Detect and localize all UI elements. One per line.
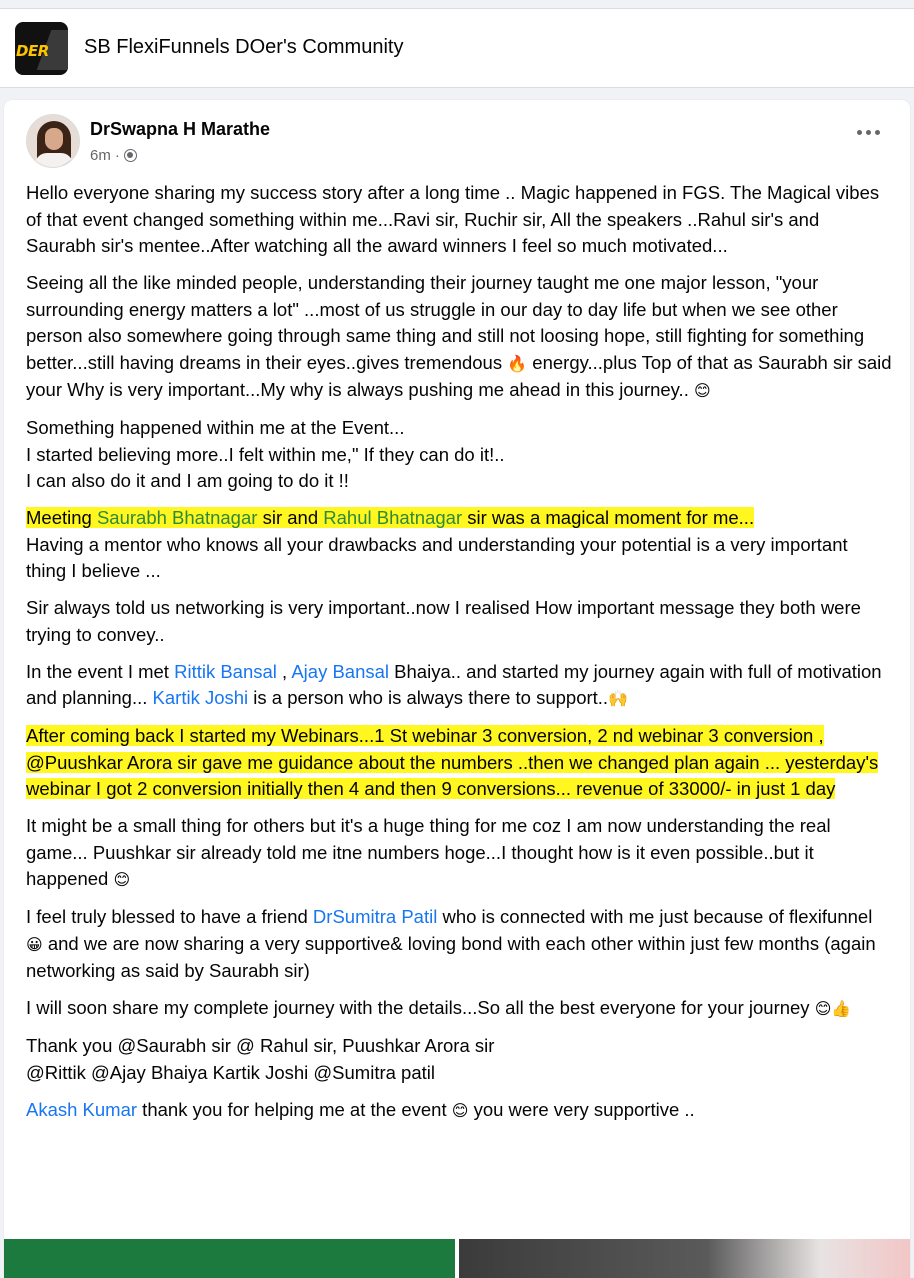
group-logo[interactable]	[15, 22, 68, 75]
highlight-meeting	[26, 507, 754, 528]
mention-saurabh-bhatnagar[interactable]: Saurabh Bhatnagar	[96, 507, 258, 528]
paragraph-11-line-2: @Rittik @Ajay Bhaiya Kartik Joshi @Sumitra patil	[26, 1061, 435, 1083]
smile-icon: 😊	[451, 1100, 469, 1120]
paragraph-2-text-a: Seeing all the like minded people, understanding their journey taught me one major lesson, "your surrounding energy matters a lot" ...most of us struggle in our day to day life but when we see other person also somewhere going through same thing and still not loosing hope, still fighting for something better...still having dreams in their eyes..gives tremendous	[26, 272, 865, 373]
highlight-webinars: After coming back I started my Webinars...1 St webinar 3 conversion, 2 nd webinar 3 conversion , @Puushkar Arora sir gave me guidance about the numbers ..then we changed plan again ... yesterday's webinar I got 2 conversion initially then 4 and then 9 conversions... revenue of 33000/- in just 1 day	[26, 725, 879, 799]
smile-thumbs-up-icon: 😊👍	[814, 999, 852, 1018]
paragraph-3-line-1: Something happened within me at the Event...	[26, 417, 405, 438]
mention-rittik-bansal[interactable]: Rittik Bansal	[174, 660, 277, 682]
logo-text: DER	[16, 42, 49, 60]
mention-ajay-bansal[interactable]: Ajay Bansal	[291, 660, 390, 682]
paragraph-10	[26, 995, 892, 1023]
author-avatar[interactable]	[26, 114, 80, 168]
paragraph-10-text: I will soon share my complete journey with the details...So all the best everyone for your journey	[26, 997, 815, 1018]
paragraph-9-text-1: I feel truly blessed to have a friend	[26, 906, 313, 927]
paragraph-8	[26, 813, 892, 894]
post-meta	[90, 147, 137, 164]
group-title[interactable]: SB FlexiFunnels DOer's Community	[84, 36, 404, 58]
avatar-face	[45, 128, 63, 150]
paragraph-1: Hello everyone sharing my success story after a long time .. Magic happened in FGS. The Magical vibes of that event changed something within me...Ravi sir, Ruchir sir, All the speakers ..Rahul sir's and Saurabh sir's mentee..After watching all the award winners I feel so much motivated...	[26, 182, 880, 256]
paragraph-6-text-1: In the event I met	[26, 660, 175, 682]
paragraph-5: Sir always told us networking is very important..now I realised How important message they both were trying to convey..	[26, 597, 861, 645]
paragraph-2-text-b: energy...plus Top of that as Saurabh sir said your Why is very important...My why is always pushing me ahead in this journey..	[26, 351, 892, 400]
post-body	[26, 180, 892, 1135]
paragraph-3-line-2: I started believing more..I felt within me," If they can do it!..	[26, 443, 505, 465]
paragraph-12-text-1: thank you for helping me at the event	[137, 1098, 452, 1120]
paragraph-6-text-2: ,	[276, 660, 292, 682]
paragraph-4-text-3: sir was a magical moment for me...	[462, 507, 755, 528]
grin-icon: 😀	[26, 934, 43, 954]
post-time[interactable]: 6m	[90, 147, 111, 164]
fire-icon: 🔥	[507, 353, 528, 373]
paragraph-3-line-3: I can also do it and I am going to do it !!	[26, 470, 349, 491]
paragraph-6-text-4: is a person who is always there to support..	[248, 687, 609, 708]
paragraph-9	[26, 904, 892, 985]
author-name[interactable]: DrSwapna H Marathe	[90, 119, 271, 139]
smile-icon: 😊	[113, 870, 131, 889]
paragraph-8-text: It might be a small thing for others but it's a huge thing for me coz I am now understanding the real game... Puushkar sir already told me itne numbers hoge...I thought how is it even possible..but it happened	[26, 815, 831, 889]
paragraph-9-text-2: who is connected with me just because of flexifunnel	[437, 906, 873, 927]
mention-rahul-bhatnagar[interactable]: Rahul Bhatnagar	[323, 507, 463, 528]
mention-kartik-joshi[interactable]: Kartik Joshi	[152, 687, 249, 708]
paragraph-4	[26, 505, 892, 585]
mention-akash-kumar[interactable]: Akash Kumar	[26, 1098, 138, 1120]
paragraph-6	[26, 659, 892, 713]
meta-separator: ·	[114, 147, 120, 164]
post-photo-1[interactable]	[4, 1239, 455, 1278]
paragraph-7	[26, 723, 892, 803]
raised-hands-icon: 🙌	[608, 689, 628, 708]
paragraph-9-text-3: and we are now sharing a very supportive& loving bond with each other within just few months (again networking as said by Saurabh sir)	[26, 932, 876, 981]
paragraph-11	[26, 1033, 892, 1086]
smile-icon: 😊	[693, 381, 711, 400]
paragraph-4-rest: Having a mentor who knows all your drawbacks and understanding your potential is a very important thing I believe ...	[26, 533, 848, 581]
mention-drsumitra-patil[interactable]: DrSumitra Patil	[312, 906, 438, 927]
globe-icon[interactable]	[124, 149, 137, 162]
paragraph-11-line-1: Thank you @Saurabh sir @ Rahul sir, Puushkar Arora sir	[26, 1035, 495, 1056]
paragraph-12	[26, 1097, 892, 1125]
post-card	[4, 100, 910, 1278]
more-icon[interactable]	[857, 130, 880, 135]
paragraph-4-text-1: Meeting	[26, 507, 97, 528]
paragraph-6-text-3: Bhaiya.. and started my journey again with full of motivation and planning...	[26, 660, 882, 708]
group-header	[0, 8, 914, 88]
paragraph-3	[26, 415, 892, 495]
paragraph-2	[26, 270, 892, 405]
post-photo-2[interactable]	[459, 1239, 910, 1278]
avatar-shirt	[35, 153, 73, 168]
paragraph-12-text-2: you were very supportive ..	[468, 1098, 695, 1120]
paragraph-4-text-2: sir and	[257, 507, 324, 528]
